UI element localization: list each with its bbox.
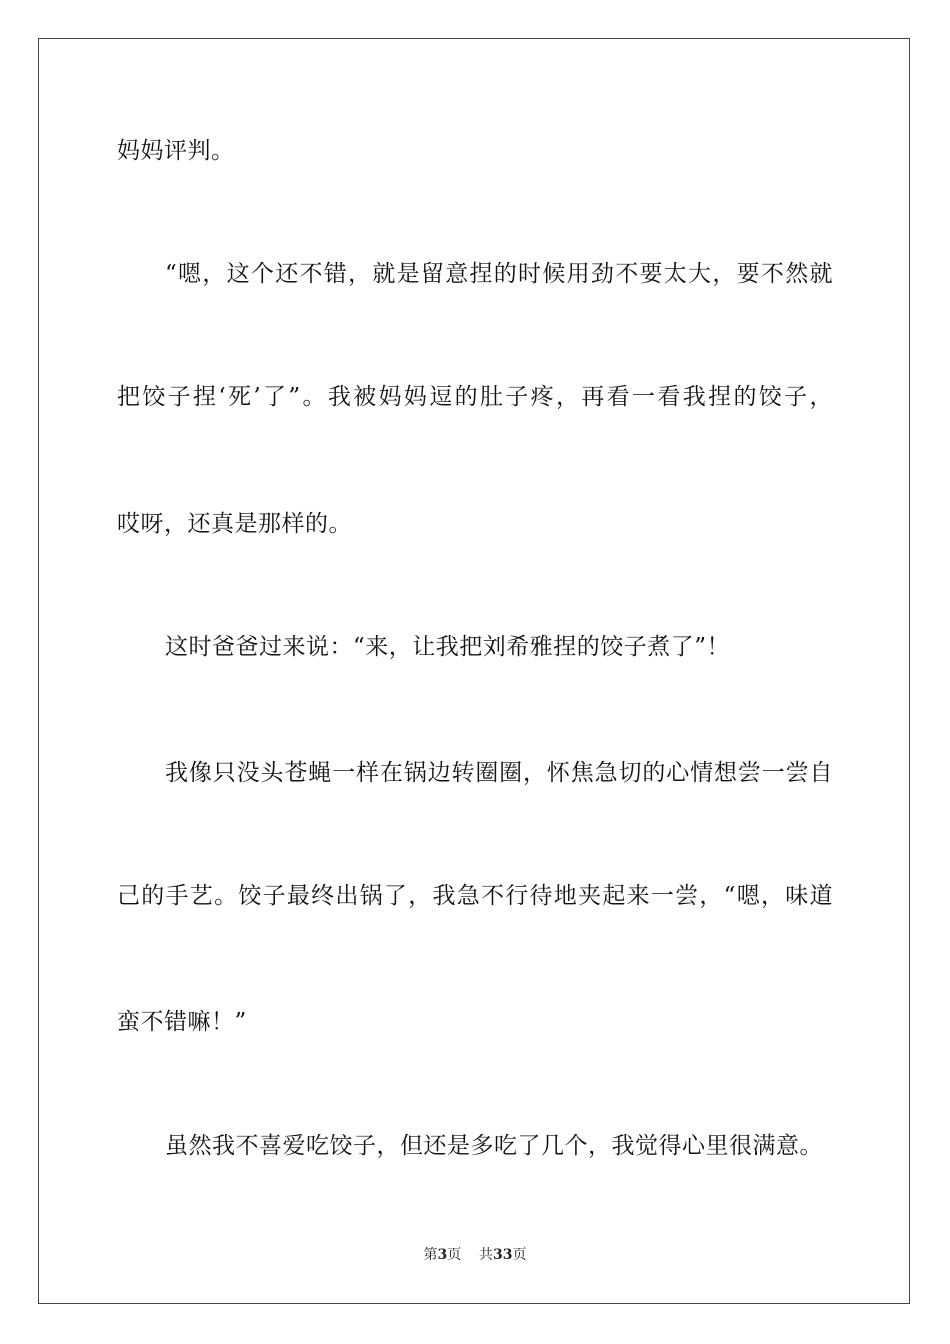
text-line-3: 把饺子捏‘死’了”。我被妈妈逗的肚子疼，再看一看我捏的饺子， (117, 384, 833, 410)
page-border (38, 38, 910, 1304)
text-line-6: 我像只没头苍蝇一样在锅边转圈圈，怀焦急切的心情想尝一尝自 (165, 760, 833, 786)
text-line-2: “嗯，这个还不错，就是留意捏的时候用劲不要太大，要不然就 (165, 261, 833, 287)
text-line-1: 妈妈评判。 (117, 138, 235, 164)
text-line-4: 哎呀，还真是那样的。 (117, 511, 352, 537)
text-line-9: 虽然我不喜爱吃饺子，但还是多吃了几个，我觉得心里很满意。 (165, 1133, 823, 1159)
page-suffix: 页 (447, 1247, 462, 1263)
text-line-7: 己的手艺。饺子最终出锅了，我急不行待地夹起来一尝，“嗯，味道 (117, 883, 833, 909)
total-pages: 33 (493, 1247, 513, 1263)
text-line-5: 这时爸爸过来说：“来，让我把刘希雅捏的饺子煮了”！ (165, 634, 731, 660)
page-number: 3 (437, 1247, 448, 1263)
total-prefix: 共 (479, 1247, 494, 1263)
page-prefix: 第 (423, 1247, 438, 1263)
total-suffix: 页 (512, 1247, 527, 1263)
text-line-8: 蛮不错嘛！” (117, 1009, 247, 1035)
page-footer (0, 1246, 950, 1264)
